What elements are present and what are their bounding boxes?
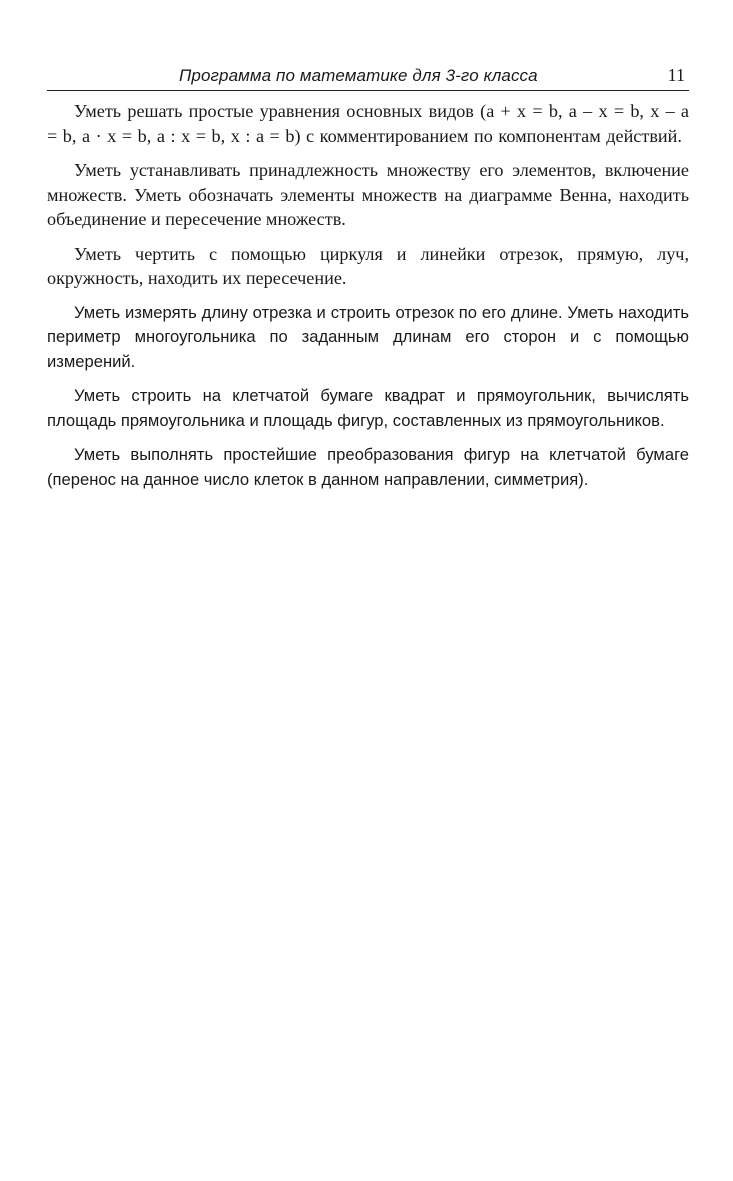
document-page	[47, 64, 689, 502]
paragraph-area: Уметь строить на клетчатой бумаге квадрат и прямоугольник, вычислять площадь прямоугольника и площадь фигур, составленных из прямоугольников.	[47, 386, 689, 430]
header-title: Программа по математике для 3-го класса	[179, 66, 538, 85]
paragraph-measuring: Уметь измерять длину отрезка и строить отрезок по его длине. Уметь находить периметр многоугольника по заданным длинам его сторон и с помощью измерений.	[47, 302, 689, 371]
body-text	[47, 99, 689, 492]
running-header	[47, 64, 689, 91]
paragraph-equations: Уметь решать простые уравнения основных видов (a + x = b, a – x = b, x – a = b, a · x = b, a : x = b, x : a = b) с комментированием по компонентам действий.	[47, 101, 689, 146]
paragraph-drawing: Уметь чертить с помощью циркуля и линейки отрезок, прямую, луч, окружность, находить их пересечение.	[47, 243, 689, 288]
page-number: 11	[667, 65, 685, 85]
paragraph-transformations: Уметь выполнять простейшие преобразования фигур на клетчатой бумаге (перенос на данное число клеток в данном направлении, симметрия).	[47, 445, 689, 489]
paragraph-sets: Уметь устанавливать принадлежность множеству его элементов, включение множеств. Уметь обозначать элементы множеств на диаграмме Венна, находить объединение и пересечение множеств.	[47, 160, 689, 229]
